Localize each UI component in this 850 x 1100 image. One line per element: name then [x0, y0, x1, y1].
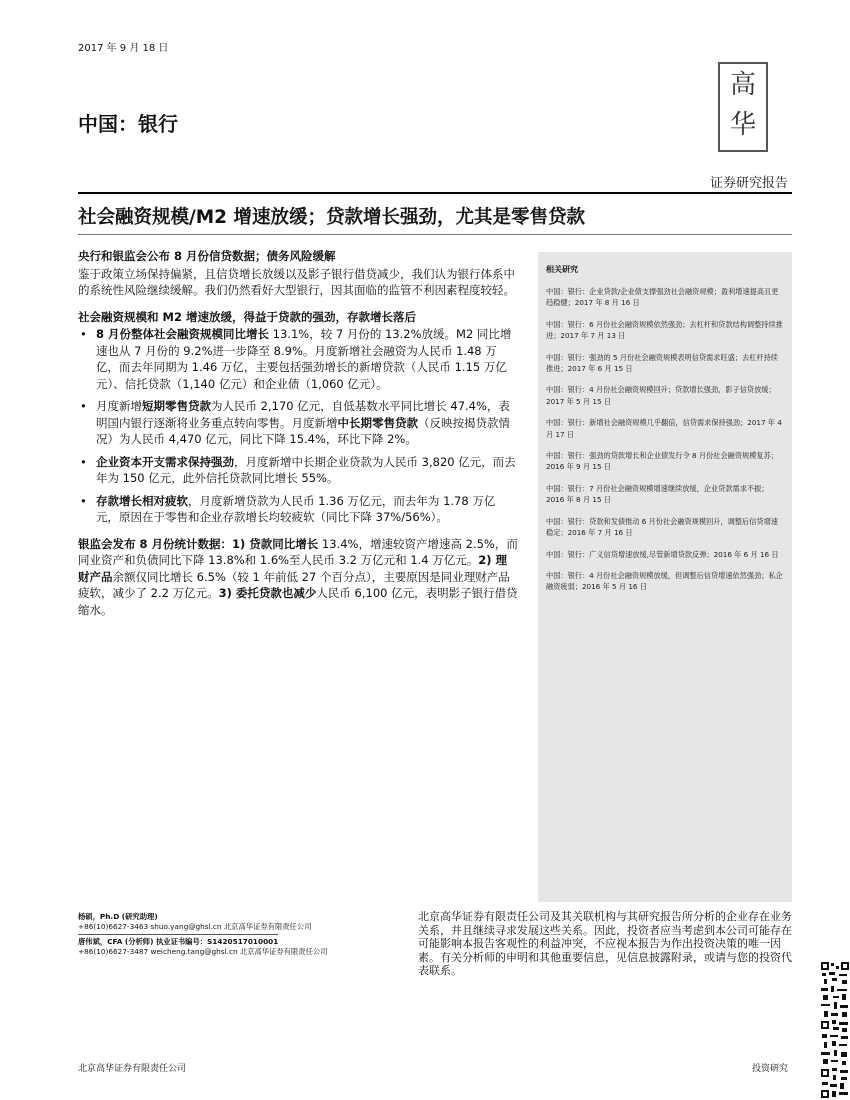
bullet-item: • 月度新增短期零售贷款为人民币 2,170 亿元，自低基数水平同比增长 47.4%，表明国内银行逐渐将业务重点转向零售。月度新增中长期零售贷款（反映按揭贷款情况）为人民币 4,470 亿元，同比下降 15.4%，环比下降 2%。 — [78, 398, 518, 448]
section-heading-1: 央行和银监会公布 8 月份信贷数据；债务风险缓解 — [78, 249, 336, 263]
related-item[interactable]: 中国：银行：强劲的 5 月份社会融资规模表明信贷需求旺盛；去杠杆持续推进；2017 年 6 月 15 日 — [546, 352, 778, 374]
qr-code-icon — [820, 960, 850, 1100]
related-item[interactable]: 中国：银行：贷款和发债推动 6 月份社会融资规模回升，调整后信贷增速稳定；2016 年 7 月 16 日 — [546, 516, 778, 538]
related-item[interactable]: 中国：银行：4 月份社会融资规模放缓，但调整后信贷增速依然强劲；私企融资疲弱；2016 年 5 月 16 日 — [546, 570, 783, 592]
related-item[interactable]: 中国：银行：广义信贷增速放缓,尽管新增贷款反弹；2016 年 6 月 16 日 — [546, 549, 779, 559]
related-item[interactable]: 中国：银行：7 月份社会融资规模增速继续放缓，企业贷款需求不振；2016 年 8 月 15 日 — [546, 483, 769, 505]
report-title: 社会融资规模/M2 增速放缓；贷款增长强劲，尤其是零售贷款 — [78, 207, 585, 228]
section-body-1: 鉴于政策立场保持偏紧，且信贷增长放缓以及影子银行借贷减少，我们认为银行体系中的系统性风险继续缓解。我们仍然看好大型银行，因其面临的监管不利因素程度较轻。 — [78, 266, 515, 297]
report-type: 证券研究报告 — [709, 176, 788, 191]
sidebar-title: 相关研究 — [546, 265, 578, 274]
bullet-list — [78, 326, 518, 526]
author-block — [78, 912, 418, 957]
section-heading-2: 社会融资规模和 M2 增速放缓，得益于贷款的强劲，存款增长落后 — [78, 309, 416, 324]
bullet-item: • 企业资本开支需求保持强劲，月度新增中长期企业贷款为人民币 3,820 亿元，而去年为 150 亿元，此外信托贷款同比增长 55%。 — [78, 454, 518, 487]
logo-char-1: 高 — [729, 70, 756, 100]
author-contact[interactable]: +86(10)6627-3463 shuo.yang@ghsl.cn 北京高华证券有限责任公司 — [78, 922, 312, 931]
related-item[interactable]: 中国：银行：6 月份社会融资规模依然强劲；去杠杆和贷款结构调整持续推进；2017 年 7 月 13 日 — [546, 319, 783, 341]
section-body-3: 银监会发布 8 月份统计数据：1) 贷款同比增长 13.4%，增速较资产增速高 2.5%，而同业资产和负债同比下降 13.8%和 1.6%至人民币 3.2 万亿元和 1.4 万亿元。2) 理财产品余额仅同比增长 6.5%（较 1 年前低 27 个百分点），主要原因是同业理财产品疲软，减少了 2.2 万亿元。3) 委托贷款也减少人民币 6,100 亿元，表明影子银行借贷缩水。 — [78, 536, 518, 617]
main-content — [78, 248, 518, 628]
bullet-item: • 8 月份整体社会融资规模同比增长 13.1%，较 7 月份的 13.2%放缓。M2 同比增速也从 7 月份的 9.2%进一步降至 8.9%。月度新增社会融资为人民币 1.48 万亿，而去年同期为 1.46 万亿，主要包括强劲增长的新增贷款（人民币 1.15 万亿元）、信托贷款（1,140 亿元）和企业债（1,060 亿元）。 — [78, 326, 518, 392]
country-sector: 中国：银行 — [78, 112, 178, 136]
report-date: 2017 年 9 月 18 日 — [78, 43, 169, 54]
related-research-sidebar — [538, 252, 792, 902]
related-item[interactable]: 中国：银行：强劲的贷款增长和企业债发行令 8 月份社会融资规模复苏；2016 年 9 月 15 日 — [546, 451, 778, 472]
gaohua-logo — [718, 62, 768, 152]
related-item[interactable]: 中国：银行：新增社会融资规模几乎翻倍，信贷需求保持强劲；2017 年 4 月 17 日 — [546, 418, 782, 439]
header-divider — [78, 192, 792, 194]
related-item[interactable]: 中国：银行：企业贷款/企业债支撑强劲社会融资规模；盈利增速提高且更趋稳健；2017 年 8 月 16 日 — [546, 287, 779, 308]
logo-char-2: 华 — [729, 110, 756, 140]
author-divider — [78, 934, 278, 935]
bullet-item: • 存款增长相对疲软，月度新增贷款为人民币 1.36 万亿元，而去年为 1.78 万亿元，原因在于零售和企业存款增长均较疲软（同比下降 37%/56%）。 — [78, 493, 518, 526]
footer-company: 北京高华证券有限责任公司 — [78, 1064, 187, 1074]
title-divider — [78, 234, 792, 235]
author-name: 唐伟斌，CFA (分析师) 执业证书编号：S1420517010001 — [78, 937, 279, 946]
footer-label: 投资研究 — [751, 1064, 788, 1074]
disclaimer-text: 北京高华证券有限责任公司及其关联机构与其研究报告所分析的企业存在业务关系，并且继续寻求发展这些关系。因此，投资者应当考虑到本公司可能存在可能影响本报告客观性的利益冲突，不应视本报告为作出投资决策的唯一因素。有关分析师的申明和其他重要信息，见信息披露附录，或请与您的投资代表联系。 — [418, 910, 792, 978]
author-name: 杨硕，Ph.D (研究助理) — [78, 912, 158, 921]
author-contact[interactable]: +86(10)6627-3487 weicheng.tang@ghsl.cn 北京高华证券有限责任公司 — [78, 947, 328, 956]
related-item[interactable]: 中国：银行：4 月份社会融资规模回升；贷款增长强劲，影子信贷放缓；2017 年 5 月 15 日 — [546, 385, 776, 406]
